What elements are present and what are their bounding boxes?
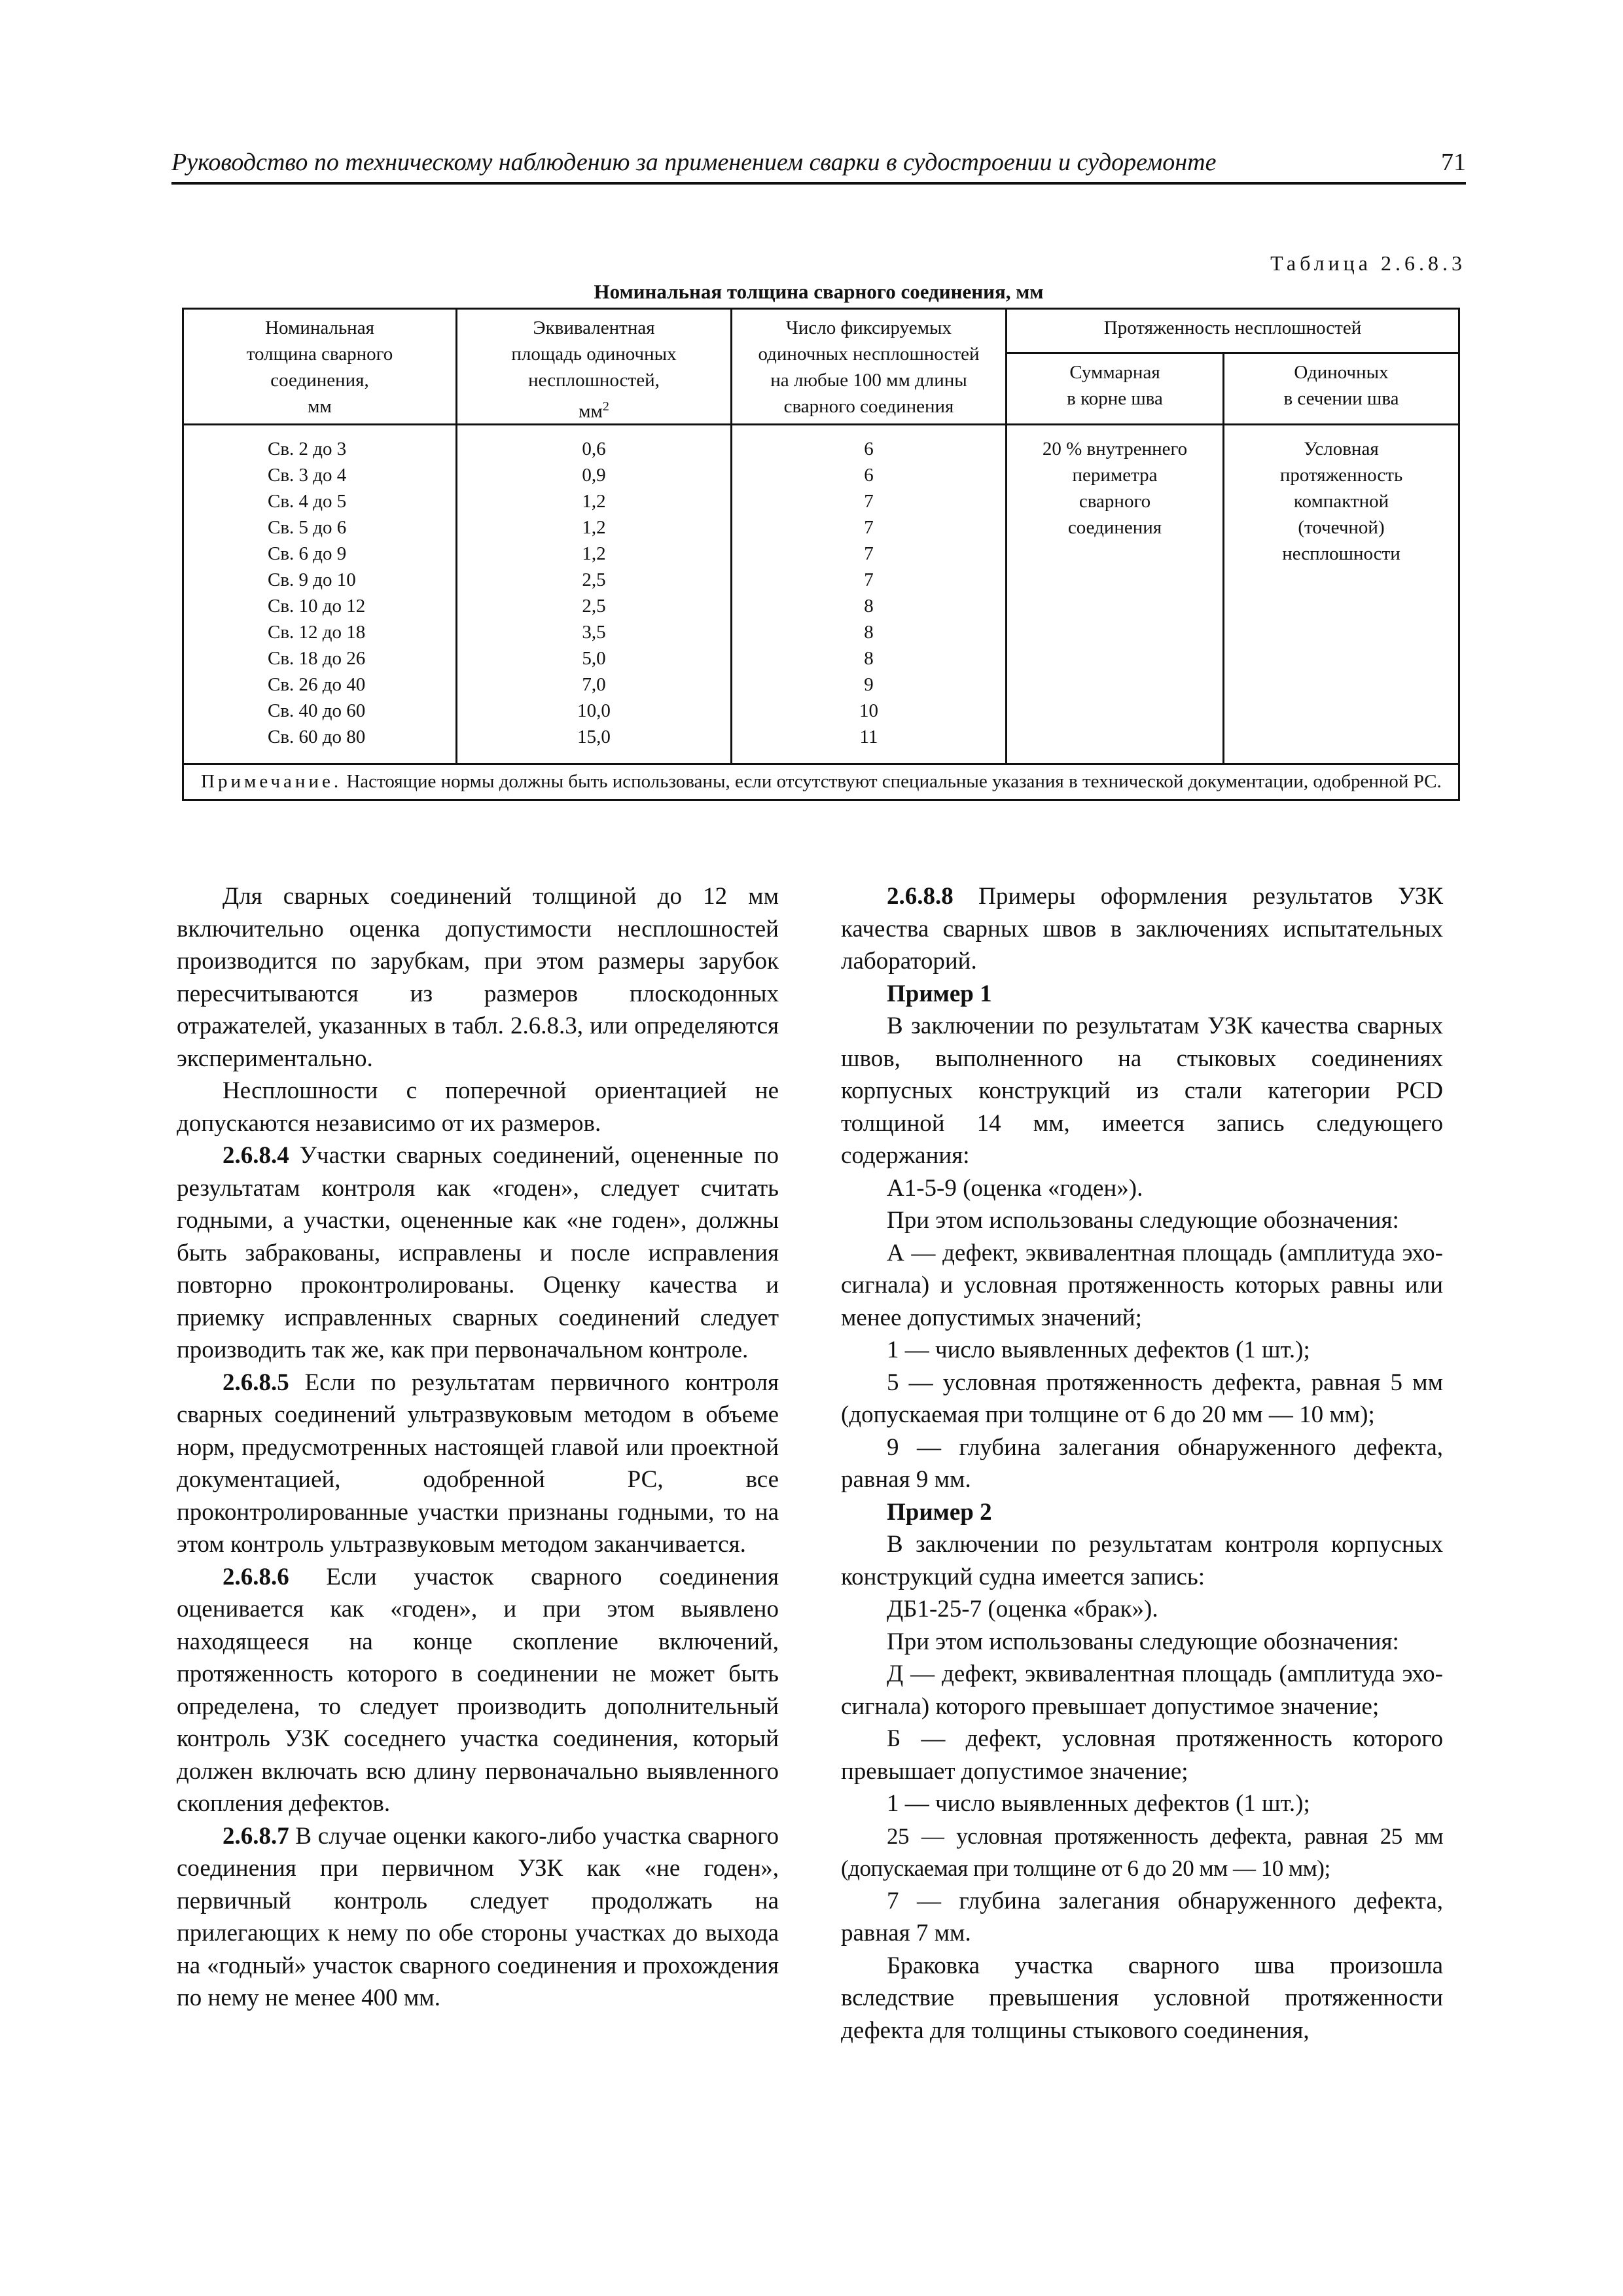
cell-line: Св. 40 до 60 <box>268 700 366 721</box>
cell-line: 0,9 <box>582 465 606 486</box>
legend-item: 1 — число выявленных дефектов (1 шт.); <box>887 1790 1310 1817</box>
clause-number: 2.6.8.6 <box>223 1563 289 1590</box>
note-label: Примечание. <box>201 771 342 792</box>
cell-line: 7 <box>864 569 874 590</box>
header-extent-group: Протяженность несплошностей <box>1007 309 1459 353</box>
table-note-row <box>183 764 1459 800</box>
cell-line: Эквивалентная <box>533 317 655 338</box>
clause-number: 2.6.8.4 <box>223 1142 289 1169</box>
cell-line: сварного <box>1079 491 1151 512</box>
header-single-section <box>1224 353 1459 425</box>
cell-line: мм <box>308 396 332 417</box>
cell-line: (точечной) <box>1298 517 1385 538</box>
table-note <box>183 764 1459 800</box>
cell-line: Св. 6 до 9 <box>268 543 347 564</box>
paragraph: Несплошности с поперечной ориентацией не допускаются независимо от их размеров. <box>177 1077 779 1137</box>
cell-line: Св. 10 до 12 <box>268 596 366 617</box>
total-root-column <box>1007 425 1224 764</box>
cell-line: 0,6 <box>582 439 606 459</box>
cell-line: сварного соединения <box>783 396 954 417</box>
header-area-unit: $мм^2$ <box>579 399 609 422</box>
paragraph: 2.6.8.6 Если участок сварного соединения оценивается как «годен», и при этом выявлено находящееся на конце скопление включений, протяженность которого в соединении не может быть определена, то следует производить дополнительный контроль УЗК соседнего участка соединения, который должен включать всю длину первоначально выявленного скопления дефектов. <box>177 1563 779 1817</box>
thickness-column <box>183 425 457 764</box>
cell-line: 10 <box>859 700 878 721</box>
header-count <box>732 309 1007 425</box>
paragraph: 2.6.8.5 Если по результатам первичного контроля сварных соединений ультразвуковым методом в объеме норм, предусмотренных настоящей главой или проектной документацией, одобренной РС, все проконтролированные участки признаны годными, то на этом контроль ультразвуковым методом заканчивается. <box>177 1369 779 1558</box>
cell-line: Условная <box>1304 439 1379 459</box>
cell-line: 7,0 <box>582 674 606 695</box>
cell-line: 10,0 <box>577 700 611 721</box>
cell-line: 9 <box>864 674 874 695</box>
cell-line: в сечении шва <box>1283 388 1399 410</box>
legend-item: Д — дефект, эквивалентная площадь (амплитуда эхо-сигнала) которого превышает допустимое значение; <box>841 1660 1443 1720</box>
cell-line: Св. 2 до 3 <box>268 439 347 459</box>
cell-line: Суммарная <box>1069 362 1160 384</box>
cell-line: 6 <box>864 465 874 486</box>
header-thickness <box>183 309 457 425</box>
record-code: ДБ1-25-7 (оценка «брак»). <box>887 1596 1158 1623</box>
cell-line: на любые 100 мм длины <box>770 370 967 391</box>
legend-item: 1 — число выявленных дефектов (1 шт.); <box>887 1336 1310 1363</box>
paragraph: При этом использованы следующие обозначения: <box>887 1628 1399 1655</box>
cell-line: Св. 9 до 10 <box>268 569 356 590</box>
norms-table <box>182 308 1460 801</box>
cell-line: Номинальная <box>265 317 374 338</box>
paragraph: В заключении по результатам контроля корпусных конструкций судна имеется запись: <box>841 1531 1443 1590</box>
cell-line: одиночных несплошностей <box>758 344 980 365</box>
record-code: А1-5-9 (оценка «годен»). <box>887 1174 1143 1202</box>
cell-line: площадь одиночных <box>511 344 677 365</box>
paragraph: 2.6.8.7 В случае оценки какого-либо участка сварного соединения при первичном УЗК как «не годен», первичный контроль следует продолжать на прилегающих к нему по обе стороны участках до выхода на «годный» участок сварного соединения и прохождения по нему не менее 400 мм. <box>177 1822 779 2011</box>
left-column <box>177 880 779 2015</box>
header-area-lines <box>461 315 726 393</box>
cell-line: Св. 4 до 5 <box>268 491 347 512</box>
cell-line: 6 <box>864 439 874 459</box>
page-number: 71 <box>1441 149 1466 176</box>
paragraph: Браковка участка сварного шва произошла вследствие превышения условной протяженности дефекта для толщины стыкового соединения, <box>841 1952 1443 2044</box>
cell-line: компактной <box>1293 491 1389 512</box>
legend-item: Б — дефект, условная протяженность которого превышает допустимое значение; <box>841 1725 1443 1785</box>
cell-line: 20 % внутреннего <box>1042 439 1188 459</box>
clause-number: 2.6.8.7 <box>223 1822 289 1850</box>
example-heading: Пример 1 <box>887 980 992 1007</box>
paragraph: 2.6.8.8 Примеры оформления результатов УЗК качества сварных швов в заключениях испытательных лабораторий. <box>841 883 1443 975</box>
cell-line: Св. 5 до 6 <box>268 517 347 538</box>
cell-line: 2,5 <box>582 596 606 617</box>
legend-item: 25 — условная протяженность дефекта, равная 25 мм (допускаемая при толщине от 6 до 20 мм — 10 мм); <box>841 1823 1443 1881</box>
legend-item: 9 — глубина залегания обнаруженного дефекта, равная 9 мм. <box>841 1433 1443 1493</box>
cell-line: 3,5 <box>582 622 606 643</box>
cell-line: Св. 3 до 4 <box>268 465 347 486</box>
table-caption: Номинальная толщина сварного соединения, мм <box>594 280 1044 303</box>
cell-line: в корне шва <box>1067 388 1163 410</box>
single-section-column <box>1224 425 1459 764</box>
paragraph: При этом использованы следующие обозначения: <box>887 1207 1399 1234</box>
cell-line: 5,0 <box>582 648 606 669</box>
cell-line: 15,0 <box>577 726 611 747</box>
legend-item: 5 — условная протяженность дефекта, равная 5 мм (допускаемая при толщине от 6 до 20 мм — 10 мм); <box>841 1369 1443 1428</box>
cell-line: толщина сварного <box>246 344 393 365</box>
cell-line: 2,5 <box>582 569 606 590</box>
clause-number: 2.6.8.5 <box>223 1369 289 1396</box>
running-header-title: Руководство по техническому наблюдению за применением сварки в судостроении и судоремонте <box>171 149 1217 176</box>
legend-item: 7 — глубина залегания обнаруженного дефекта, равная 7 мм. <box>841 1887 1443 1946</box>
cell-line: соединения <box>1067 517 1162 538</box>
cell-line: соединения, <box>270 370 369 391</box>
cell-line: 1,2 <box>582 491 606 512</box>
paragraph: В заключении по результатам УЗК качества сварных швов, выполненного на стыковых соединениях корпусных конструкций из стали категории PCD толщиной 14 мм, имеется запись следующего содержания: <box>841 1013 1443 1169</box>
cell-line: несплошностей, <box>528 370 660 391</box>
table-number: Таблица 2.6.8.3 <box>1270 251 1466 275</box>
cell-line: Св. 26 до 40 <box>268 674 366 695</box>
area-column <box>457 425 732 764</box>
cell-line: Число фиксируемых <box>786 317 952 338</box>
cell-line: Св. 60 до 80 <box>268 726 366 747</box>
cell-line: 7 <box>864 491 874 512</box>
table-body-row <box>183 425 1459 764</box>
cell-line: Одиночных <box>1294 362 1389 384</box>
cell-line: 7 <box>864 517 874 538</box>
count-column <box>732 425 1007 764</box>
cell-line: 8 <box>864 622 874 643</box>
cell-line: 1,2 <box>582 543 606 564</box>
cell-line: 11 <box>859 726 878 747</box>
running-header <box>171 143 1466 185</box>
cell-line: периметра <box>1072 465 1158 486</box>
paragraph: Для сварных соединений толщиной до 12 мм включительно оценка допустимости несплошностей производится по зарубкам, при этом размеры зарубок пересчитываются из размеров плоскодонных отражателей, указанных в табл. 2.6.8.3, или определяются экспериментально. <box>177 883 779 1072</box>
cell-line: несплошности <box>1282 543 1400 564</box>
cell-line: 1,2 <box>582 517 606 538</box>
right-column <box>841 880 1443 2047</box>
legend-item: А — дефект, эквивалентная площадь (амплитуда эхо-сигнала) и условная протяженность которых равны или менее допустимых значений; <box>841 1239 1443 1331</box>
note-text: Настоящие нормы должны быть использованы, если отсутствуют специальные указания в технической документации, одобренной РС. <box>342 771 1442 792</box>
header-total-root <box>1007 353 1224 425</box>
cell-line: Св. 12 до 18 <box>268 622 366 643</box>
example-heading: Пример 2 <box>887 1498 992 1526</box>
cell-line: протяженность <box>1279 465 1403 486</box>
cell-line: Св. 18 до 26 <box>268 648 366 669</box>
clause-number: 2.6.8.8 <box>887 883 954 910</box>
header-area <box>457 309 732 425</box>
cell-line: 7 <box>864 543 874 564</box>
cell-line: 8 <box>864 596 874 617</box>
cell-line: 8 <box>864 648 874 669</box>
paragraph: 2.6.8.4 Участки сварных соединений, оцененные по результатам контроля как «годен», следует считать годными, а участки, оцененные как «не годен», должны быть забракованы, исправлены и после исправления повторно проконтролированы. Оценку качества и приемку исправленных сварных соединений следует производить так же, как при первоначальном контроле. <box>177 1142 779 1363</box>
